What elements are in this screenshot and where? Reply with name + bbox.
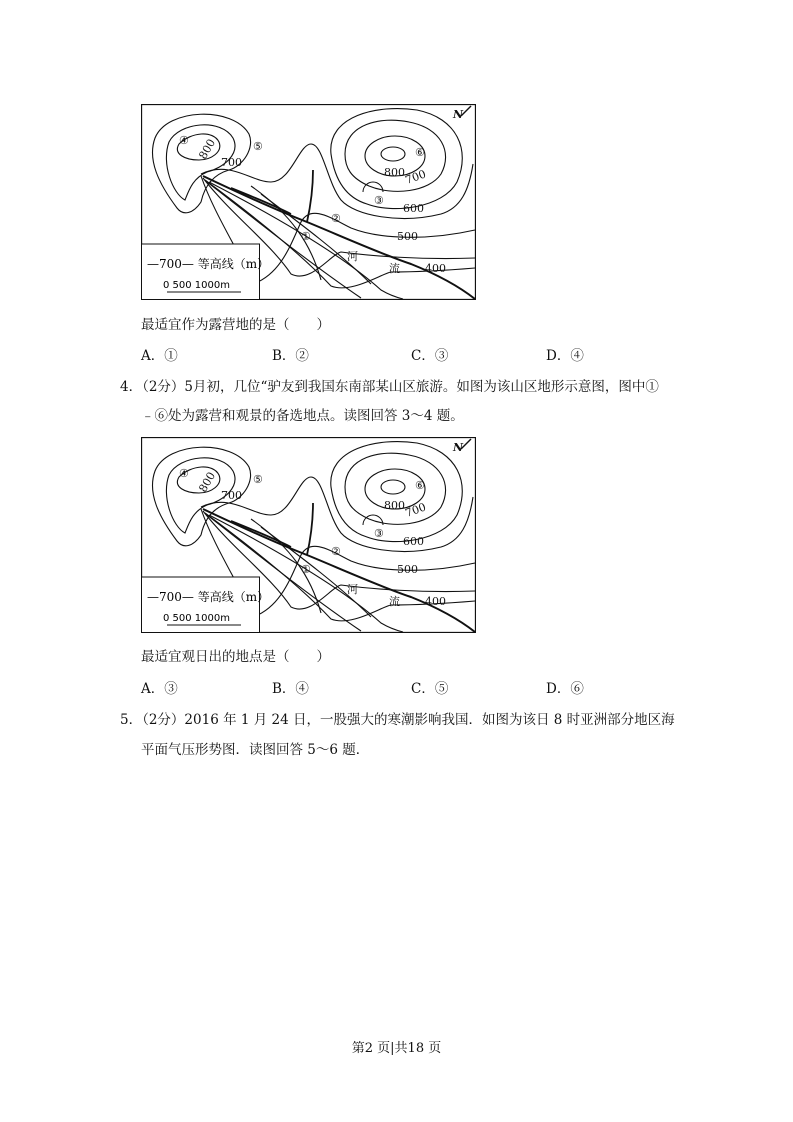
q4-option-b: B．④ [272, 681, 309, 697]
question-4-line-2: ﹣⑥处为露营和观景的备选地点。读图回答 3～4 题。 [141, 408, 464, 424]
contour-label: 700 [221, 489, 242, 502]
contour-label: 800 [384, 499, 405, 512]
point-1: ① [301, 230, 311, 243]
q3-option-b: B．② [272, 348, 309, 364]
contour-map-graphic [141, 437, 476, 633]
question-3-prompt: 最适宜作为露营地的是（ ） [141, 317, 330, 333]
contour-label: 600 [403, 202, 424, 215]
point-6: ⑥ [415, 146, 425, 159]
point-2: ② [331, 545, 341, 558]
scale-text: 0 500 1000m [163, 280, 230, 291]
point-4: ④ [179, 134, 189, 147]
point-1: ① [301, 563, 311, 576]
page-footer: 第2 页|共18 页 [351, 1041, 442, 1056]
point-6: ⑥ [415, 479, 425, 492]
legend-text: —700— 等高线（m） [147, 590, 270, 604]
question-5-line-1: 5．（2分）2016 年 1 月 24 日，一股强大的寒潮影响我国．如图为该日 8 时亚洲部分地区海 [120, 712, 675, 728]
north-arrow-icon: N [453, 441, 464, 454]
contour-label: 700 [403, 500, 428, 520]
point-5: ⑤ [253, 140, 263, 153]
legend-text: —700— 等高线（m） [147, 257, 270, 271]
question-4-line-1: 4．（2分）5月初，几位“驴友到我国东南部某山区旅游。如图为该山区地形示意图，图中① [120, 379, 659, 395]
q3-option-c: C．③ [411, 348, 449, 364]
river-label: 河 [347, 250, 358, 263]
north-arrow-icon: N [453, 108, 464, 121]
contour-label: 800 [196, 469, 219, 495]
scale-text: 0 500 1000m [163, 613, 230, 624]
contour-label: 800 [196, 136, 219, 162]
river-label: 流 [389, 262, 400, 275]
contour-label: 700 [221, 156, 242, 169]
q4-option-a: A．③ [141, 681, 178, 697]
point-3: ③ [374, 194, 384, 207]
contour-label: 600 [403, 535, 424, 548]
river-label: 流 [389, 595, 400, 608]
contour-label: 400 [425, 262, 446, 275]
contour-label: 800 [384, 166, 405, 179]
q3-option-a: A．① [141, 348, 178, 364]
q4-option-c: C．⑤ [411, 681, 449, 697]
point-5: ⑤ [253, 473, 263, 486]
contour-label: 700 [403, 167, 428, 187]
question-4-prompt: 最适宜观日出的地点是（ ） [141, 649, 330, 665]
q4-option-d: D．⑥ [546, 681, 584, 697]
topographic-map-1 [141, 104, 476, 300]
contour-label: 500 [397, 563, 418, 576]
q3-option-d: D．④ [546, 348, 584, 364]
contour-map-graphic [141, 104, 476, 300]
question-5-line-2: 平面气压形势图．读图回答 5～6 题． [141, 742, 370, 758]
point-4: ④ [179, 467, 189, 480]
river-label: 河 [347, 583, 358, 596]
topographic-map-2 [141, 437, 476, 633]
point-2: ② [331, 212, 341, 225]
contour-label: 400 [425, 595, 446, 608]
contour-label: 500 [397, 230, 418, 243]
point-3: ③ [374, 527, 384, 540]
